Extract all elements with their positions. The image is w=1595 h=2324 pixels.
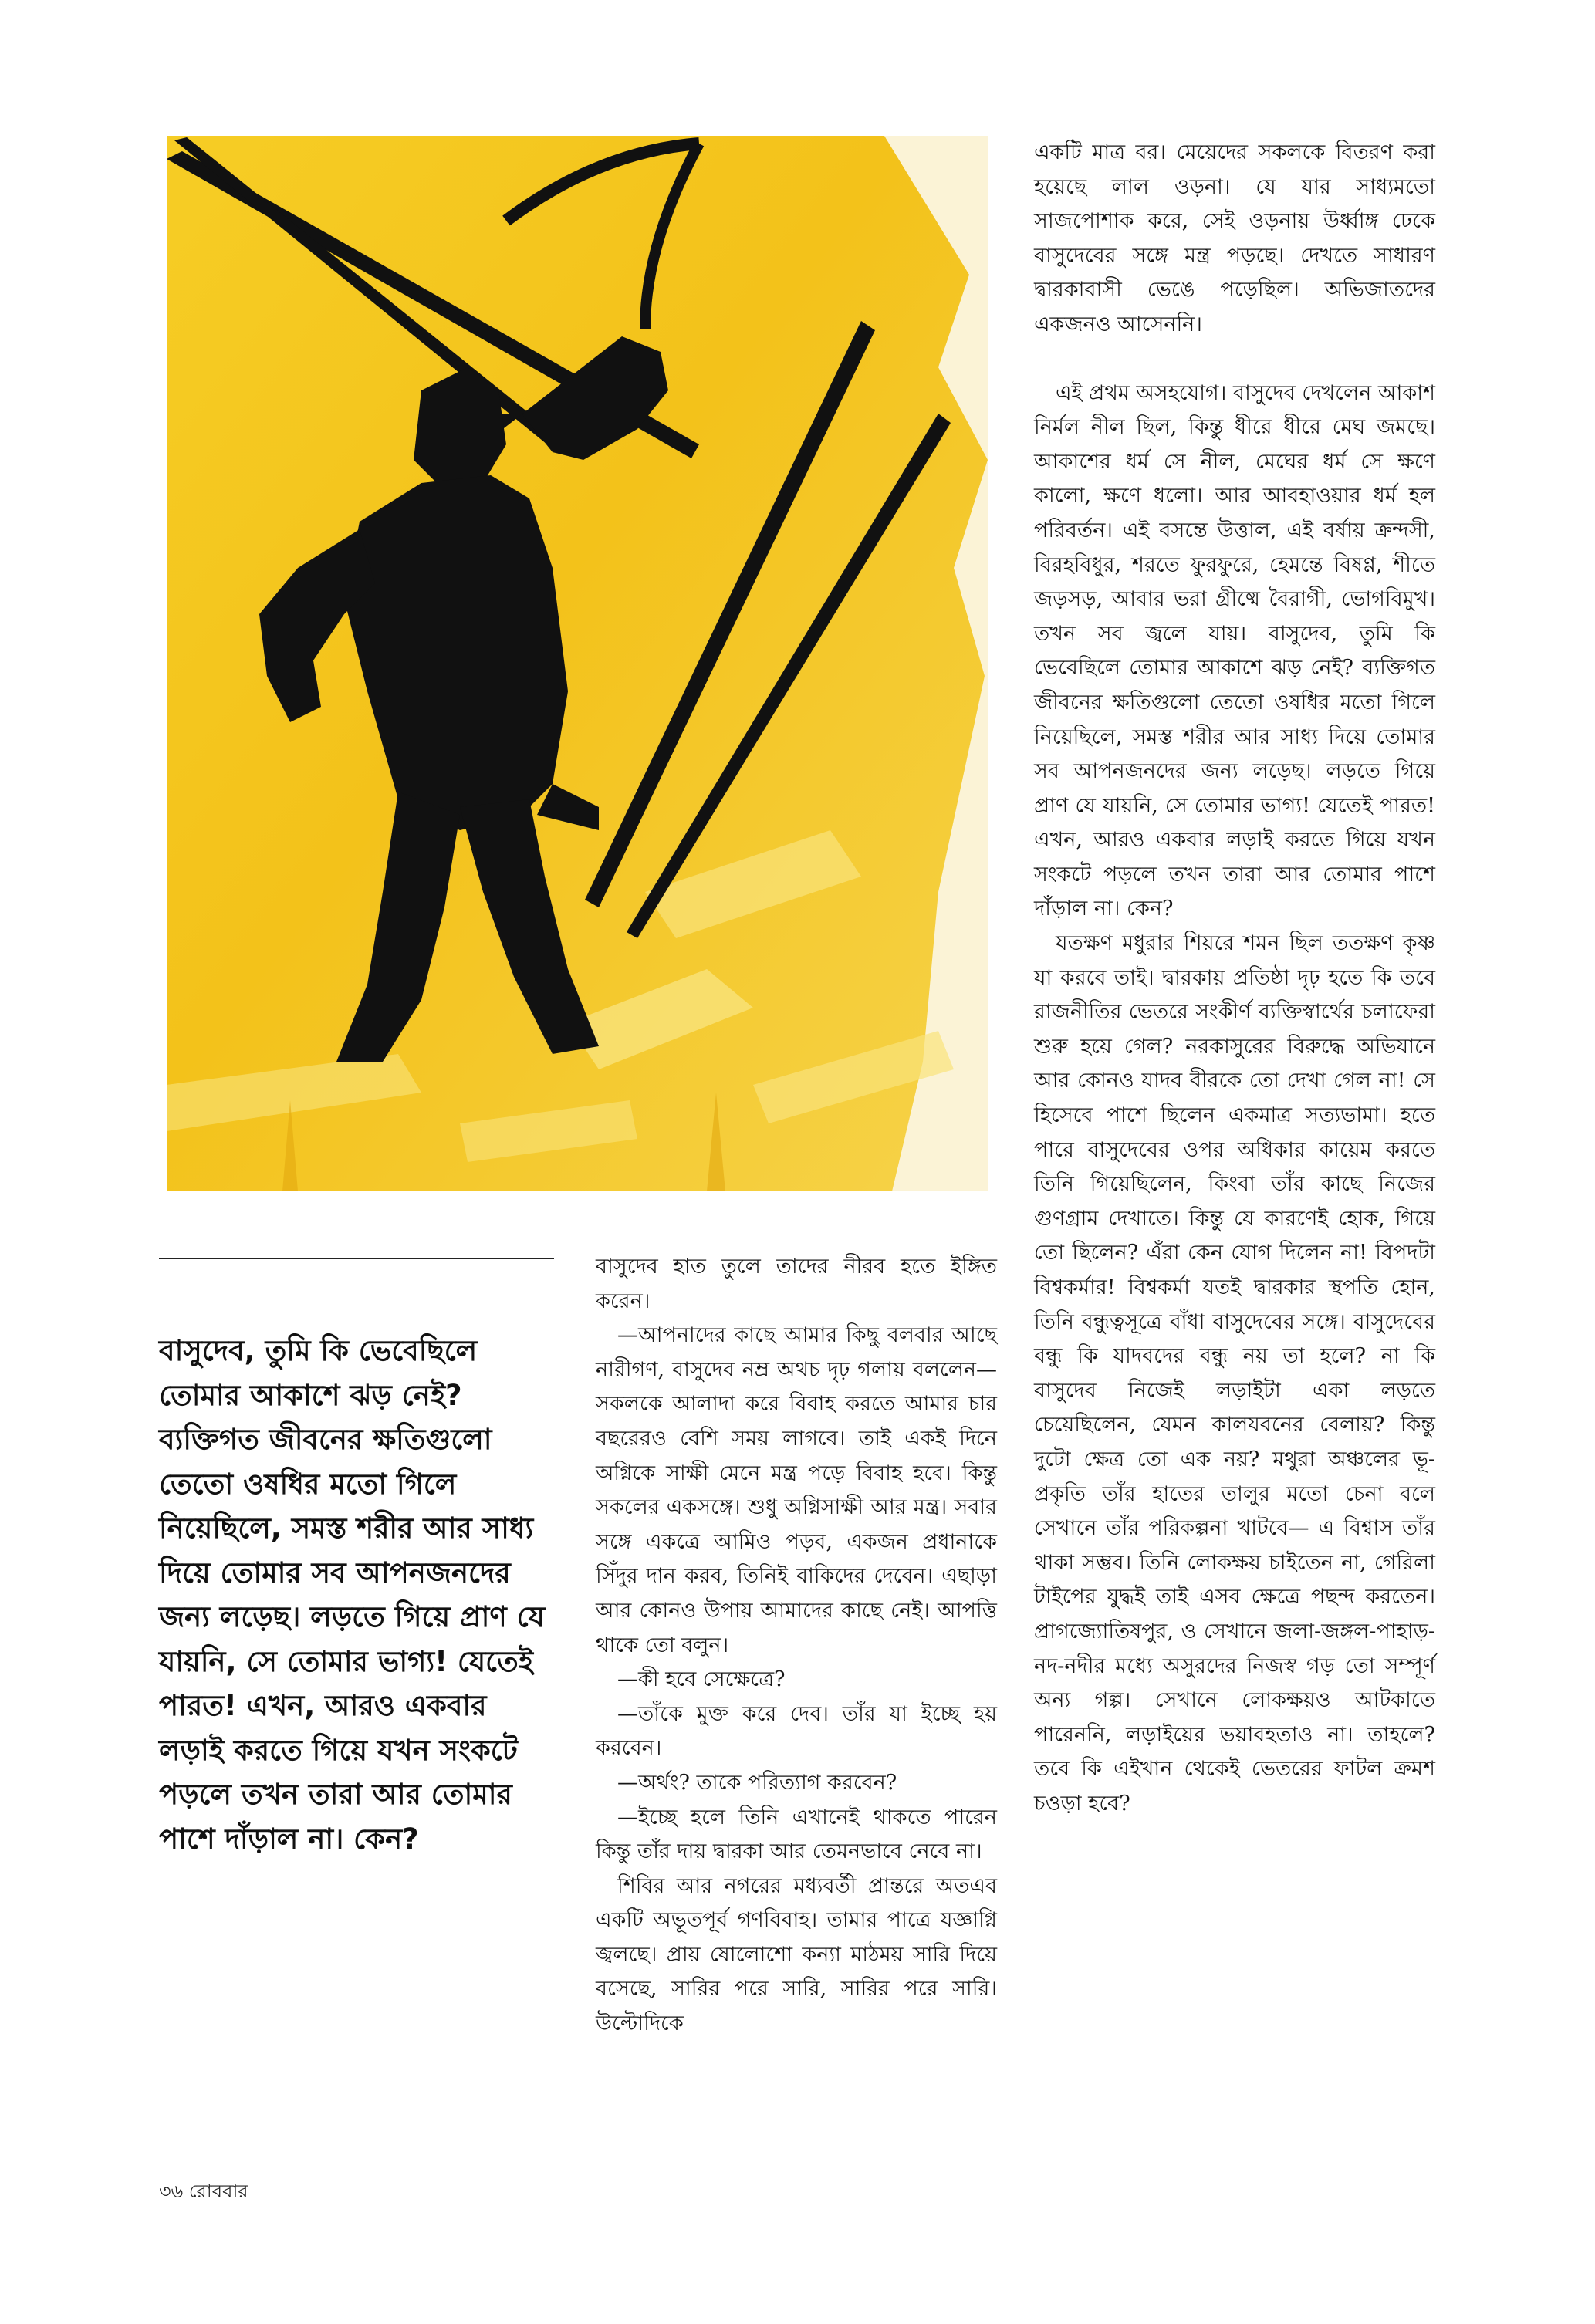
paragraph: —কী হবে সেক্ষেত্রে?	[617, 1667, 786, 1692]
illustration	[167, 136, 988, 1191]
paragraph: —অর্থং? তাকে পরিত্যাগ করবেন?	[617, 1770, 897, 1795]
warrior-silhouette-icon	[167, 136, 988, 1191]
pull-quote-rule	[159, 1258, 554, 1259]
right-column	[1034, 136, 1435, 1822]
paragraph: —ইচ্ছে হলে তিনি এখানেই থাকতে পারেন কিন্তু তাঁর দায় দ্বারকা আর তেমনভাবে নেবে না।	[596, 1805, 997, 1864]
paragraph: এই প্রথম অসহযোগ। বাসুদেব দেখলেন আকাশ নির্মল নীল ছিল, কিন্তু ধীরে ধীরে মেঘ জমছে। আকাশের ধর্ম সে নীল, মেঘের ধর্ম সে ক্ষণে কালো, ক্ষণে ধলো। আর আবহাওয়ার ধর্ম হল পরিবর্তন। এই বসন্তে উত্তাল, এই বর্ষায় ক্রন্দসী, বিরহবিধুর, শরতে ফুরফুরে, হেমন্তে বিষণ্ণ, শীতে জড়সড়, আবার ভরা গ্রীষ্মে বৈরাগী, ভোগবিমুখ। তখন সব জ্বলে যায়। বাসুদেব, তুমি কি ভেবেছিলে তোমার আকাশে ঝড় নেই? ব্যক্তিগত জীবনের ক্ষতিগুলো তেতো ওষধির মতো গিলে নিয়েছিলে, সমস্ত শরীর আর সাধ্য দিয়ে তোমার সব আপনজনদের জন্য লড়েছ। লড়তে গিয়ে প্রাণ যে যায়নি, সে তোমার ভাগ্য! যেতেই পারত! এখন, আরও একবার লড়াই করতে গিয়ে যখন সংকটে পড়লে তখন তারা আর তোমার পাশে দাঁড়াল না। কেন?	[1034, 380, 1436, 921]
paragraph: শিবির আর নগরের মধ্যবর্তী প্রান্তরে অতএব একটি অভূতপূর্ব গণবিবাহ। তামার পাত্রে যজ্ঞাগ্নি জ্বলছে। প্রায় ষোলোশো কন্যা মাঠময় সারি দিয়ে বসেছে, সারির পরে সারি, সারির পরে সারি। উল্টোদিকে	[596, 1873, 997, 2036]
paragraph: যতক্ষণ মধুরার শিয়রে শমন ছিল ততক্ষণ কৃষ্ণ যা করবে তাই। দ্বারকায় প্রতিষ্ঠা দৃঢ় হতে কি তবে রাজনীতির ভেতরে সংকীর্ণ ব্যক্তিস্বার্থের চলাফেরা শুরু হয়ে গেল? নরকাসুরের বিরুদ্ধে অভিযানে আর কোনও যাদব বীরকে তো দেখা গেল না! সে হিসেবে পাশে ছিলেন একমাত্র সত্যভামা। হতে পারে বাসুদেবের ওপর অধিকার কায়েম করতে তিনি গিয়েছিলেন, কিংবা তাঁর কাছে নিজের গুণগ্রাম দেখাতে। কিন্তু যে কারণেই হোক, গিয়ে তো ছিলেন? এঁরা কেন যোগ দিলেন না! বিপদটা বিশ্বকর্মার! বিশ্বকর্মা যতই দ্বারকার স্থপতি হোন, তিনি বন্ধুত্বসূত্রে বাঁধা বাসুদেবের সঙ্গে। বাসুদেবের বন্ধু কি যাদবদের বন্ধু নয় তা হলে? না কি বাসুদেব নিজেই লড়াইটা একা লড়তে চেয়েছিলেন, যেমন কালযবনের বেলায়? কিন্তু দুটো ক্ষেত্র তো এক নয়? মথুরা অঞ্চলের ভূ-প্রকৃতি তাঁর হাতের তালুর মতো চেনা বলে সেখানে তাঁর পরিকল্পনা খাটবে— এ বিশ্বাস তাঁর থাকা সম্ভব। তিনি লোকক্ষয় চাইতেন না, গেরিলা টাইপের যুদ্ধই তাই এসব ক্ষেত্রে পছন্দ করতেন। প্রাগজ্যোতিষপুর, ও সেখানে জলা-জঙ্গল-পাহাড়-নদ-নদীর মধ্যে অসুরদের নিজস্ব গড় তো সম্পূর্ণ অন্য গল্প। সেখানে লোকক্ষয়ও আটকাতে পারেননি, লড়াইয়ের ভয়াবহতাও না। তাহলে? তবে কি এইখান থেকেই ভেতরের ফাটল ক্রমশ চওড়া হবে?	[1034, 931, 1435, 1816]
paragraph: —তাঁকে মুক্ত করে দেব। তাঁর যা ইচ্ছে হয় করবেন।	[596, 1701, 997, 1761]
middle-column	[596, 1250, 997, 2042]
paragraph: —আপনাদের কাছে আমার কিছু বলবার আছে নারীগণ, বাসুদেব নম্র অথচ দৃঢ় গলায় বললেন— সকলকে আলাদা করে বিবাহ করতে আমার চার বছরেরও বেশি সময় লাগবে। তাই একই দিনে অগ্নিকে সাক্ষী মেনে মন্ত্র পড়ে বিবাহ হবে। কিন্তু সকলের একসঙ্গে। শুধু অগ্নিসাক্ষী আর মন্ত্র। সবার সঙ্গে একত্রে আমিও পড়ব, একজন প্রধানাকে সিঁদুর দান করব, তিনিই বাকিদের দেবেন। এছাড়া আর কোনও উপায় আমাদের কাছে নেই। আপত্তি থাকে তো বলুন।	[596, 1323, 997, 1657]
paragraph: একটি মাত্র বর। মেয়েদের সকলকে বিতরণ করা হয়েছে লাল ওড়না। যে যার সাধ্যমতো সাজপোশাক করে, সেই ওড়নায় উর্ধ্বাঙ্গ ঢেকে বাসুদেবের সঙ্গে মন্ত্র পড়ছে। দেখতে সাধারণ দ্বারকাবাসী ভেঙে পড়েছিল। অভিজাতদের একজনও আসেননি।	[1034, 140, 1435, 336]
page-folio: ৩৬ রোববার	[159, 2180, 248, 2202]
paragraph: বাসুদেব হাত তুলে তাদের নীরব হতে ইঙ্গিত করেন।	[596, 1255, 997, 1313]
pull-quote: বাসুদেব, তুমি কি ভেবেছিলে তোমার আকাশে ঝড় নেই? ব্যক্তিগত জীবনের ক্ষতিগুলো তেতো ওষধির মতো গিলে নিয়েছিলে, সমস্ত শরীর আর সাধ্য দিয়ে তোমার সব আপনজনদের জন্য লড়েছ। লড়তে গিয়ে প্রাণ যে যায়নি, সে তোমার ভাগ্য! যেতেই পারত! এখন, আরও একবার লড়াই করতে গিয়ে যখন সংকটে পড়লে তখন তারা আর তোমার পাশে দাঁড়াল না। কেন?	[159, 1334, 545, 1856]
